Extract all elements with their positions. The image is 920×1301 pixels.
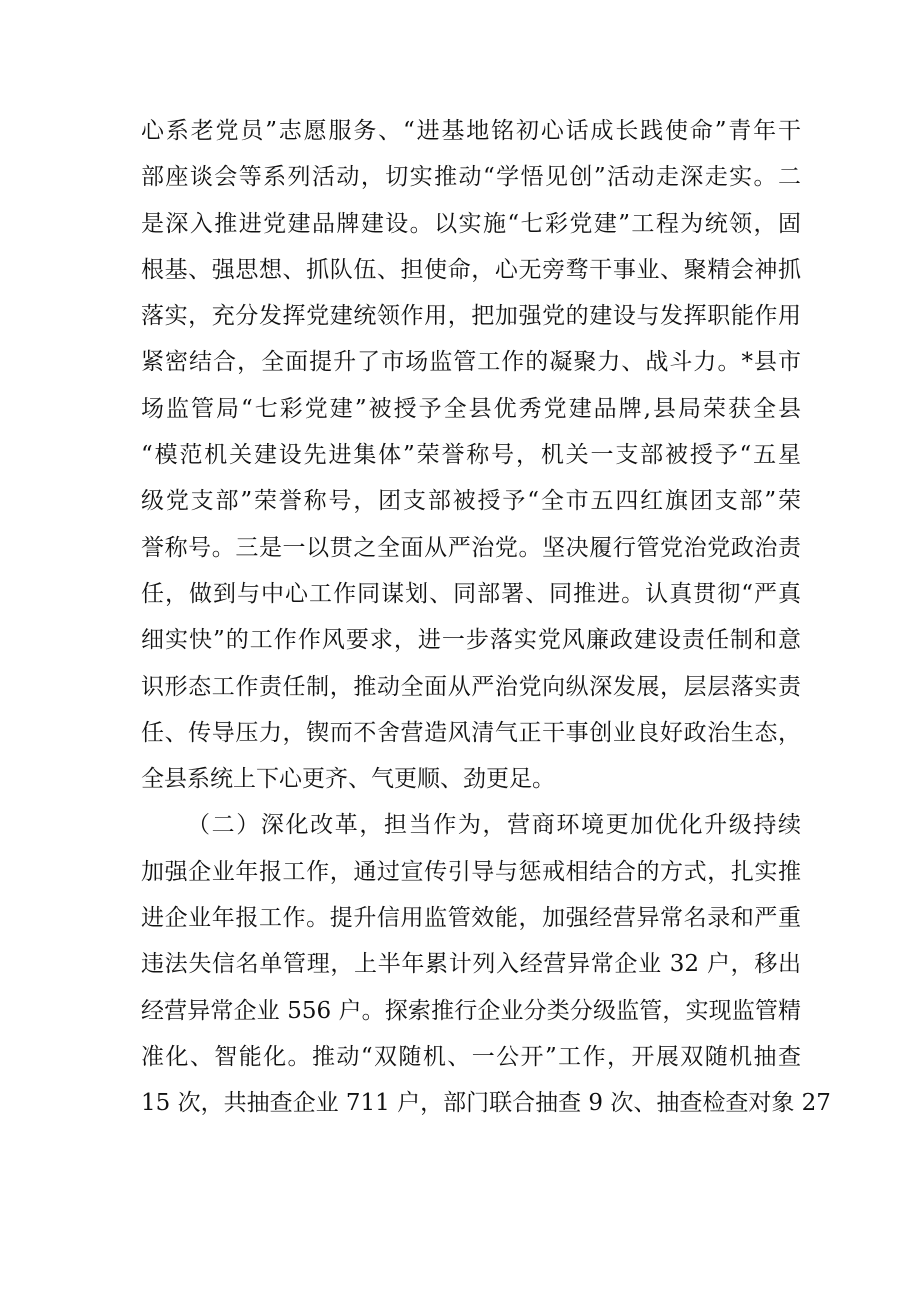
text-line: 进企业年报工作。提升信用监管效能，加强经营异常名录和严重: [141, 905, 801, 932]
text-line: 识形态工作责任制，推动全面从严治党向纵深发展，层层落实责: [141, 673, 801, 700]
text-line: “模范机关建设先进集体”荣誉称号，机关一支部被授予“五星: [141, 442, 801, 469]
text-line: 违法失信名单管理，上半年累计列入经营异常企业 32 户，移出: [141, 951, 801, 978]
text-line: 15 次，共抽查企业 711 户，部门联合抽查 9 次、抽查检查对象 27: [141, 1090, 831, 1117]
text-line: 任、传导压力，锲而不舍营造风清气正干事创业良好政治生态，: [141, 719, 801, 746]
text-line: 任，做到与中心工作同谋划、同部署、同推进。认真贯彻“严真: [141, 580, 801, 607]
text-line: 级党支部”荣誉称号，团支部被授予“全市五四红旗团支部”荣: [141, 488, 801, 515]
text-line: 加强企业年报工作，通过宣传引导与惩戒相结合的方式，扎实推: [141, 858, 801, 885]
section-heading-line: （二）深化改革，担当作为，营商环境更加优化升级持续: [187, 812, 801, 839]
text-line: 根基、强思想、抓队伍、担使命，心无旁骛干事业、聚精会神抓: [141, 256, 801, 283]
text-line: 紧密结合，全面提升了市场监管工作的凝聚力、战斗力。*县市: [141, 349, 801, 376]
text-line: 场监管局“七彩党建”被授予全县优秀党建品牌,县局荣获全县: [141, 395, 801, 422]
text-line: 准化、智能化。推动“双随机、一公开”工作，开展双随机抽查: [141, 1043, 801, 1070]
text-line: 是深入推进党建品牌建设。以实施“七彩党建”工程为统领，固: [141, 210, 801, 237]
text-line: 部座谈会等系列活动，切实推动“学悟见创”活动走深走实。二: [141, 164, 801, 191]
text-line: 落实，充分发挥党建统领作用，把加强党的建设与发挥职能作用: [141, 303, 801, 330]
text-line: 细实快”的工作作风要求，进一步落实党风廉政建设责任制和意: [141, 627, 801, 654]
body-text: [141, 108, 831, 1127]
text-line: 心系老党员”志愿服务、“进基地铭初心话成长践使命”青年干: [141, 118, 801, 144]
text-line: 全县系统上下心更齐、气更顺、劲更足。: [141, 766, 555, 793]
text-line: 誉称号。三是一以贯之全面从严治党。坚决履行管党治党政治责: [141, 534, 801, 561]
text-line: 经营异常企业 556 户。探索推行企业分类分级监管，实现监管精: [141, 997, 801, 1024]
